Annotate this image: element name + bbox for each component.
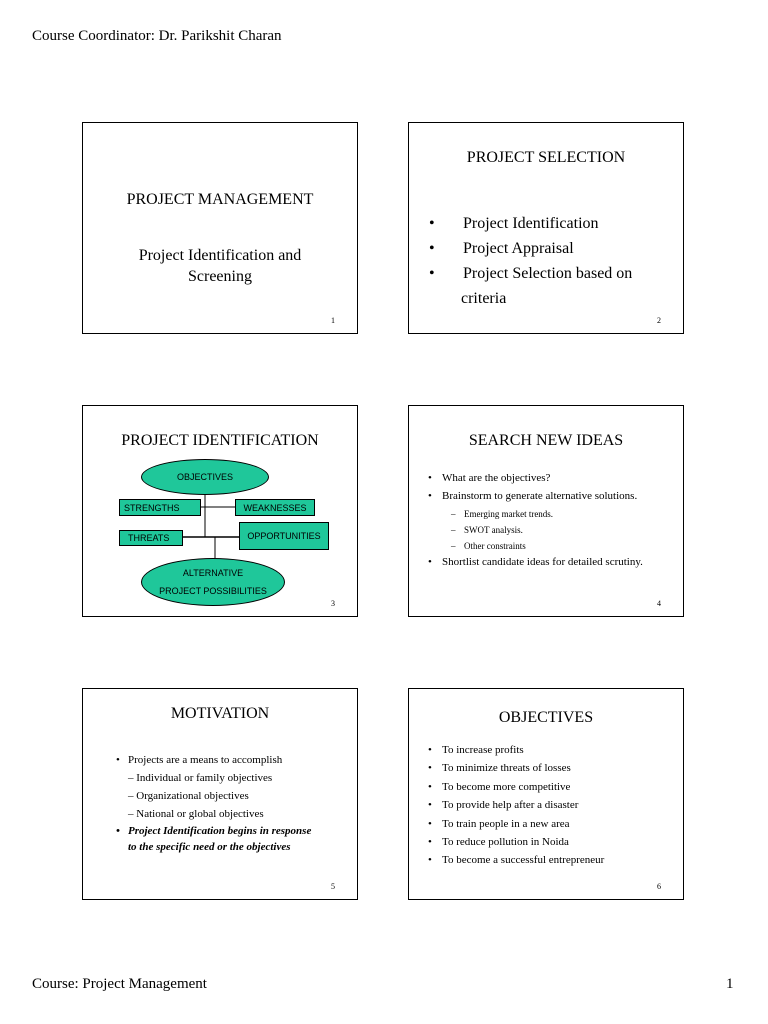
list-item: • To train people in a new area xyxy=(428,815,678,833)
weaknesses-node: WEAKNESSES xyxy=(235,499,315,516)
bullet-list xyxy=(428,470,678,572)
list-item: • To reduce pollution in Noida xyxy=(428,833,678,851)
list-item-continuation: criteria xyxy=(461,290,507,307)
list-item: • To provide help after a disaster xyxy=(428,796,678,814)
slide-number: 6 xyxy=(657,882,661,891)
slide-title: OBJECTIVES xyxy=(498,709,594,726)
bullet-icon: • xyxy=(429,215,435,232)
bullet-list xyxy=(428,741,678,870)
slide-title: SEARCH NEW IDEAS xyxy=(468,432,624,449)
sub-list-item: – Organizational objectives xyxy=(128,790,249,802)
slide-1 xyxy=(82,122,358,334)
bullet-icon: • xyxy=(429,240,435,257)
bullet-icon: • xyxy=(428,472,432,484)
slide-6 xyxy=(408,688,684,900)
bullet-icon: • xyxy=(116,754,120,766)
bullet-icon: • xyxy=(428,817,432,830)
slide-subtitle: Project Identification and Screening xyxy=(138,247,302,285)
sub-list-item: – National or global objectives xyxy=(128,808,264,820)
bullet-icon: • xyxy=(428,762,432,775)
sub-list-item: – Other constraints xyxy=(451,541,526,551)
list-item: • Brainstorm to generate alternative solutions. xyxy=(428,490,638,502)
slide-number: 5 xyxy=(331,882,335,891)
slide-title: PROJECT IDENTIFICATION xyxy=(121,432,319,449)
list-item: • What are the objectives? xyxy=(428,472,551,484)
slide-4 xyxy=(408,405,684,617)
sub-list-item: – Individual or family objectives xyxy=(128,772,273,784)
list-item-emphasis: • Project Identification begins in response to the specific need or the objectives xyxy=(116,825,312,853)
sub-list-item: – Emerging market trends. xyxy=(451,509,554,519)
list-item: • To minimize threats of losses xyxy=(428,759,678,777)
list-item: • To increase profits xyxy=(428,741,678,759)
bullet-icon: • xyxy=(428,836,432,849)
sub-list-item: – SWOT analysis. xyxy=(451,525,523,535)
list-item: • Project Selection based on criteria xyxy=(429,261,679,311)
list-item: • Project Appraisal xyxy=(429,236,679,261)
bullet-icon: • xyxy=(428,556,432,568)
bullet-icon: • xyxy=(428,490,432,502)
bullet-icon: • xyxy=(428,799,432,812)
page-footer-number: 1 xyxy=(726,976,734,992)
strengths-node: STRENGTHS xyxy=(119,499,201,516)
bullet-icon: • xyxy=(428,744,432,756)
bullet-icon: • xyxy=(428,854,432,867)
bullet-icon: • xyxy=(428,780,432,793)
list-item: • To become a successful entrepreneur xyxy=(428,851,678,869)
list-item: • Shortlist candidate ideas for detailed scrutiny. xyxy=(428,556,643,568)
threats-node: THREATS xyxy=(119,530,183,546)
slide-number: 4 xyxy=(657,599,661,608)
page-footer-course: Course: Project Management xyxy=(32,976,207,992)
bullet-icon: • xyxy=(116,825,120,837)
slide-number: 1 xyxy=(331,316,335,325)
opportunities-node: OPPORTUNITIES xyxy=(239,522,329,550)
slide-title: PROJECT SELECTION xyxy=(466,149,626,166)
bullet-icon: • xyxy=(429,265,435,282)
slide-title: MOTIVATION xyxy=(170,705,270,722)
bullet-list xyxy=(116,751,352,855)
bullet-list xyxy=(429,211,679,311)
slide-2 xyxy=(408,122,684,334)
slide-number: 3 xyxy=(331,599,335,608)
page-header: Course Coordinator: Dr. Parikshit Charan xyxy=(32,28,282,44)
list-item: • Project Identification xyxy=(429,211,679,236)
slide-number: 2 xyxy=(657,316,661,325)
slide-title: PROJECT MANAGEMENT xyxy=(126,191,314,208)
slide-5 xyxy=(82,688,358,900)
alternatives-node: ALTERNATIVE PROJECT POSSIBILITIES xyxy=(141,558,285,606)
slide-3 xyxy=(82,405,358,617)
list-item: • To become more competitive xyxy=(428,778,678,796)
list-item: • Projects are a means to accomplish xyxy=(116,751,352,769)
objectives-node: OBJECTIVES xyxy=(141,459,269,495)
